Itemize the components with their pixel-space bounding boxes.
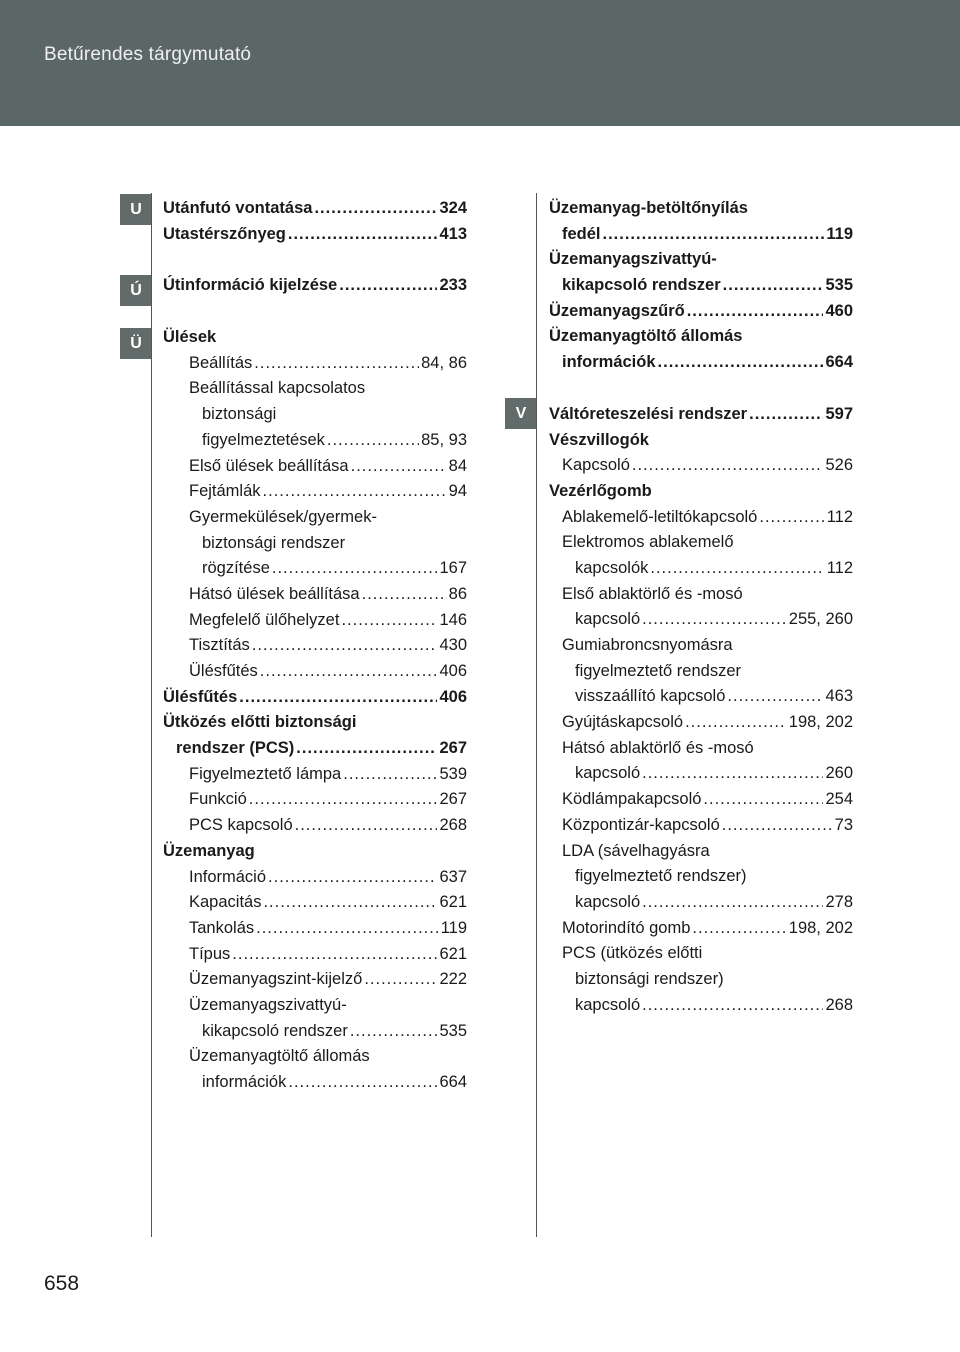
index-subentry: PCS (ütközés előtti	[562, 944, 703, 963]
letter-tab-u-acute: Ú	[120, 275, 152, 306]
index-heading: Üzemanyag-betöltőnyílás	[549, 199, 748, 217]
index-subentry: Gyermekülések/gyermek-	[189, 507, 377, 526]
index-subentry: Információ ..... 637	[163, 865, 467, 891]
index-subentry: biztonsági	[202, 405, 277, 424]
index-entry: Üzemanyagszűrő ..... 460	[549, 299, 853, 325]
index-subentry: figyelmeztető rendszer)	[575, 867, 747, 886]
letter-tab-v: V	[505, 398, 537, 429]
index-heading: Ülések	[163, 328, 217, 347]
column-divider-left	[151, 193, 152, 1237]
index-subentry: Tisztítás ..... 430	[163, 633, 467, 659]
index-subentry: Funkció ..... 267	[163, 787, 467, 813]
index-subentry: Üzemanyagszivattyú-	[189, 995, 347, 1014]
index-entry: rendszer (PCS) ..... 267	[163, 736, 467, 762]
index-subentry: Első ablaktörlő és -mosó	[562, 584, 743, 603]
header-title: Betűrendes tárgymutató	[44, 44, 252, 65]
index-subentry: Fejtámlák ..... 94	[163, 479, 467, 505]
index-subentry: LDA (sávelhagyásra	[562, 841, 710, 860]
index-subentry: Üzemanyagszint-kijelző ..... 222	[163, 967, 467, 993]
index-subentry: Típus ..... 621	[163, 942, 467, 968]
index-subentry: kapcsoló ..... 260	[549, 761, 853, 787]
index-column-left	[163, 196, 467, 1096]
index-subentry: Megfelelő ülőhelyzet ..... 146	[163, 608, 467, 634]
index-subentry: Első ülések beállítása ..... 84	[163, 454, 467, 480]
index-subentry: figyelmeztető rendszer	[575, 661, 741, 680]
index-heading: Vezérlőgomb	[549, 481, 652, 500]
index-subentry: Motorindító gomb ..... 198, 202	[549, 916, 853, 942]
index-subentry: Gumiabroncsnyomásra	[562, 636, 733, 654]
index-heading: Üzemanyag	[163, 841, 255, 860]
index-entry: kikapcsoló rendszer ..... 535	[549, 273, 853, 299]
page-number: 658	[44, 1272, 80, 1295]
index-heading: Üzemanyagtöltő állomás	[549, 327, 743, 346]
index-subentry: Tankolás ..... 119	[163, 916, 467, 942]
index-column-right	[549, 196, 853, 1018]
index-subentry: rögzítése ..... 167	[163, 556, 467, 582]
index-subentry: Központizár-kapcsoló ..... 73	[549, 813, 853, 839]
index-heading: Vészvillogók	[549, 430, 649, 449]
index-entry: fedél ..... 119	[549, 222, 853, 248]
index-heading: Üzemanyagszivattyú-	[549, 250, 717, 269]
column-divider-right	[536, 193, 537, 1237]
index-subentry: biztonsági rendszer	[202, 533, 346, 552]
index-entry: Utastérszőnyeg ..... 413	[163, 222, 467, 248]
index-entry: Váltóreteszelési rendszer ..... 597	[549, 402, 853, 428]
index-subentry: kapcsoló ..... 255, 260	[549, 607, 853, 633]
index-subentry: Kapcsoló ..... 526	[549, 453, 853, 479]
index-entry: Ülésfűtés ..... 406	[163, 685, 467, 711]
index-entry: Utánfutó vontatása ..... 324	[163, 196, 467, 222]
letter-tab-u-umlaut: Ü	[120, 328, 152, 359]
index-subentry: Ülésfűtés ..... 406	[163, 659, 467, 685]
index-heading: Ütközés előtti biztonsági	[163, 713, 357, 732]
index-entry: Útinformáció kijelzése ..... 233	[163, 273, 467, 299]
index-entry: információk ..... 664	[549, 350, 853, 376]
index-subentry: kapcsoló ..... 278	[549, 890, 853, 916]
index-subentry: Kapacitás ..... 621	[163, 890, 467, 916]
index-subentry: kapcsoló ..... 268	[549, 993, 853, 1019]
index-subentry: biztonsági rendszer)	[575, 969, 724, 988]
index-subentry: visszaállító kapcsoló ..... 463	[549, 684, 853, 710]
index-subentry: Ködlámpakapcsoló ..... 254	[549, 787, 853, 813]
index-subentry: Hátsó ülések beállítása ..... 86	[163, 582, 467, 608]
index-subentry: Gyújtáskapcsoló ..... 198, 202	[549, 710, 853, 736]
index-subentry: Ablakemelő-letiltókapcsoló ..... 112	[549, 505, 853, 531]
index-subentry: PCS kapcsoló ..... 268	[163, 813, 467, 839]
letter-tab-u: U	[120, 194, 152, 225]
index-subentry: kapcsolók ..... 112	[549, 556, 853, 582]
index-subentry: Figyelmeztető lámpa ..... 539	[163, 762, 467, 788]
index-subentry: kikapcsoló rendszer ..... 535	[163, 1019, 467, 1045]
index-subentry: Elektromos ablakemelő	[562, 533, 734, 552]
index-subentry: Hátsó ablaktörlő és -mosó	[562, 738, 754, 757]
index-subentry: információk ..... 664	[163, 1070, 467, 1096]
page-header	[0, 0, 960, 126]
index-subentry: Beállítással kapcsolatos	[189, 379, 366, 398]
index-subentry: Üzemanyagtöltő állomás	[189, 1047, 370, 1066]
index-subentry: Beállítás ..... 84, 86	[163, 351, 467, 377]
index-subentry: figyelmeztetések ..... 85, 93	[163, 428, 467, 454]
